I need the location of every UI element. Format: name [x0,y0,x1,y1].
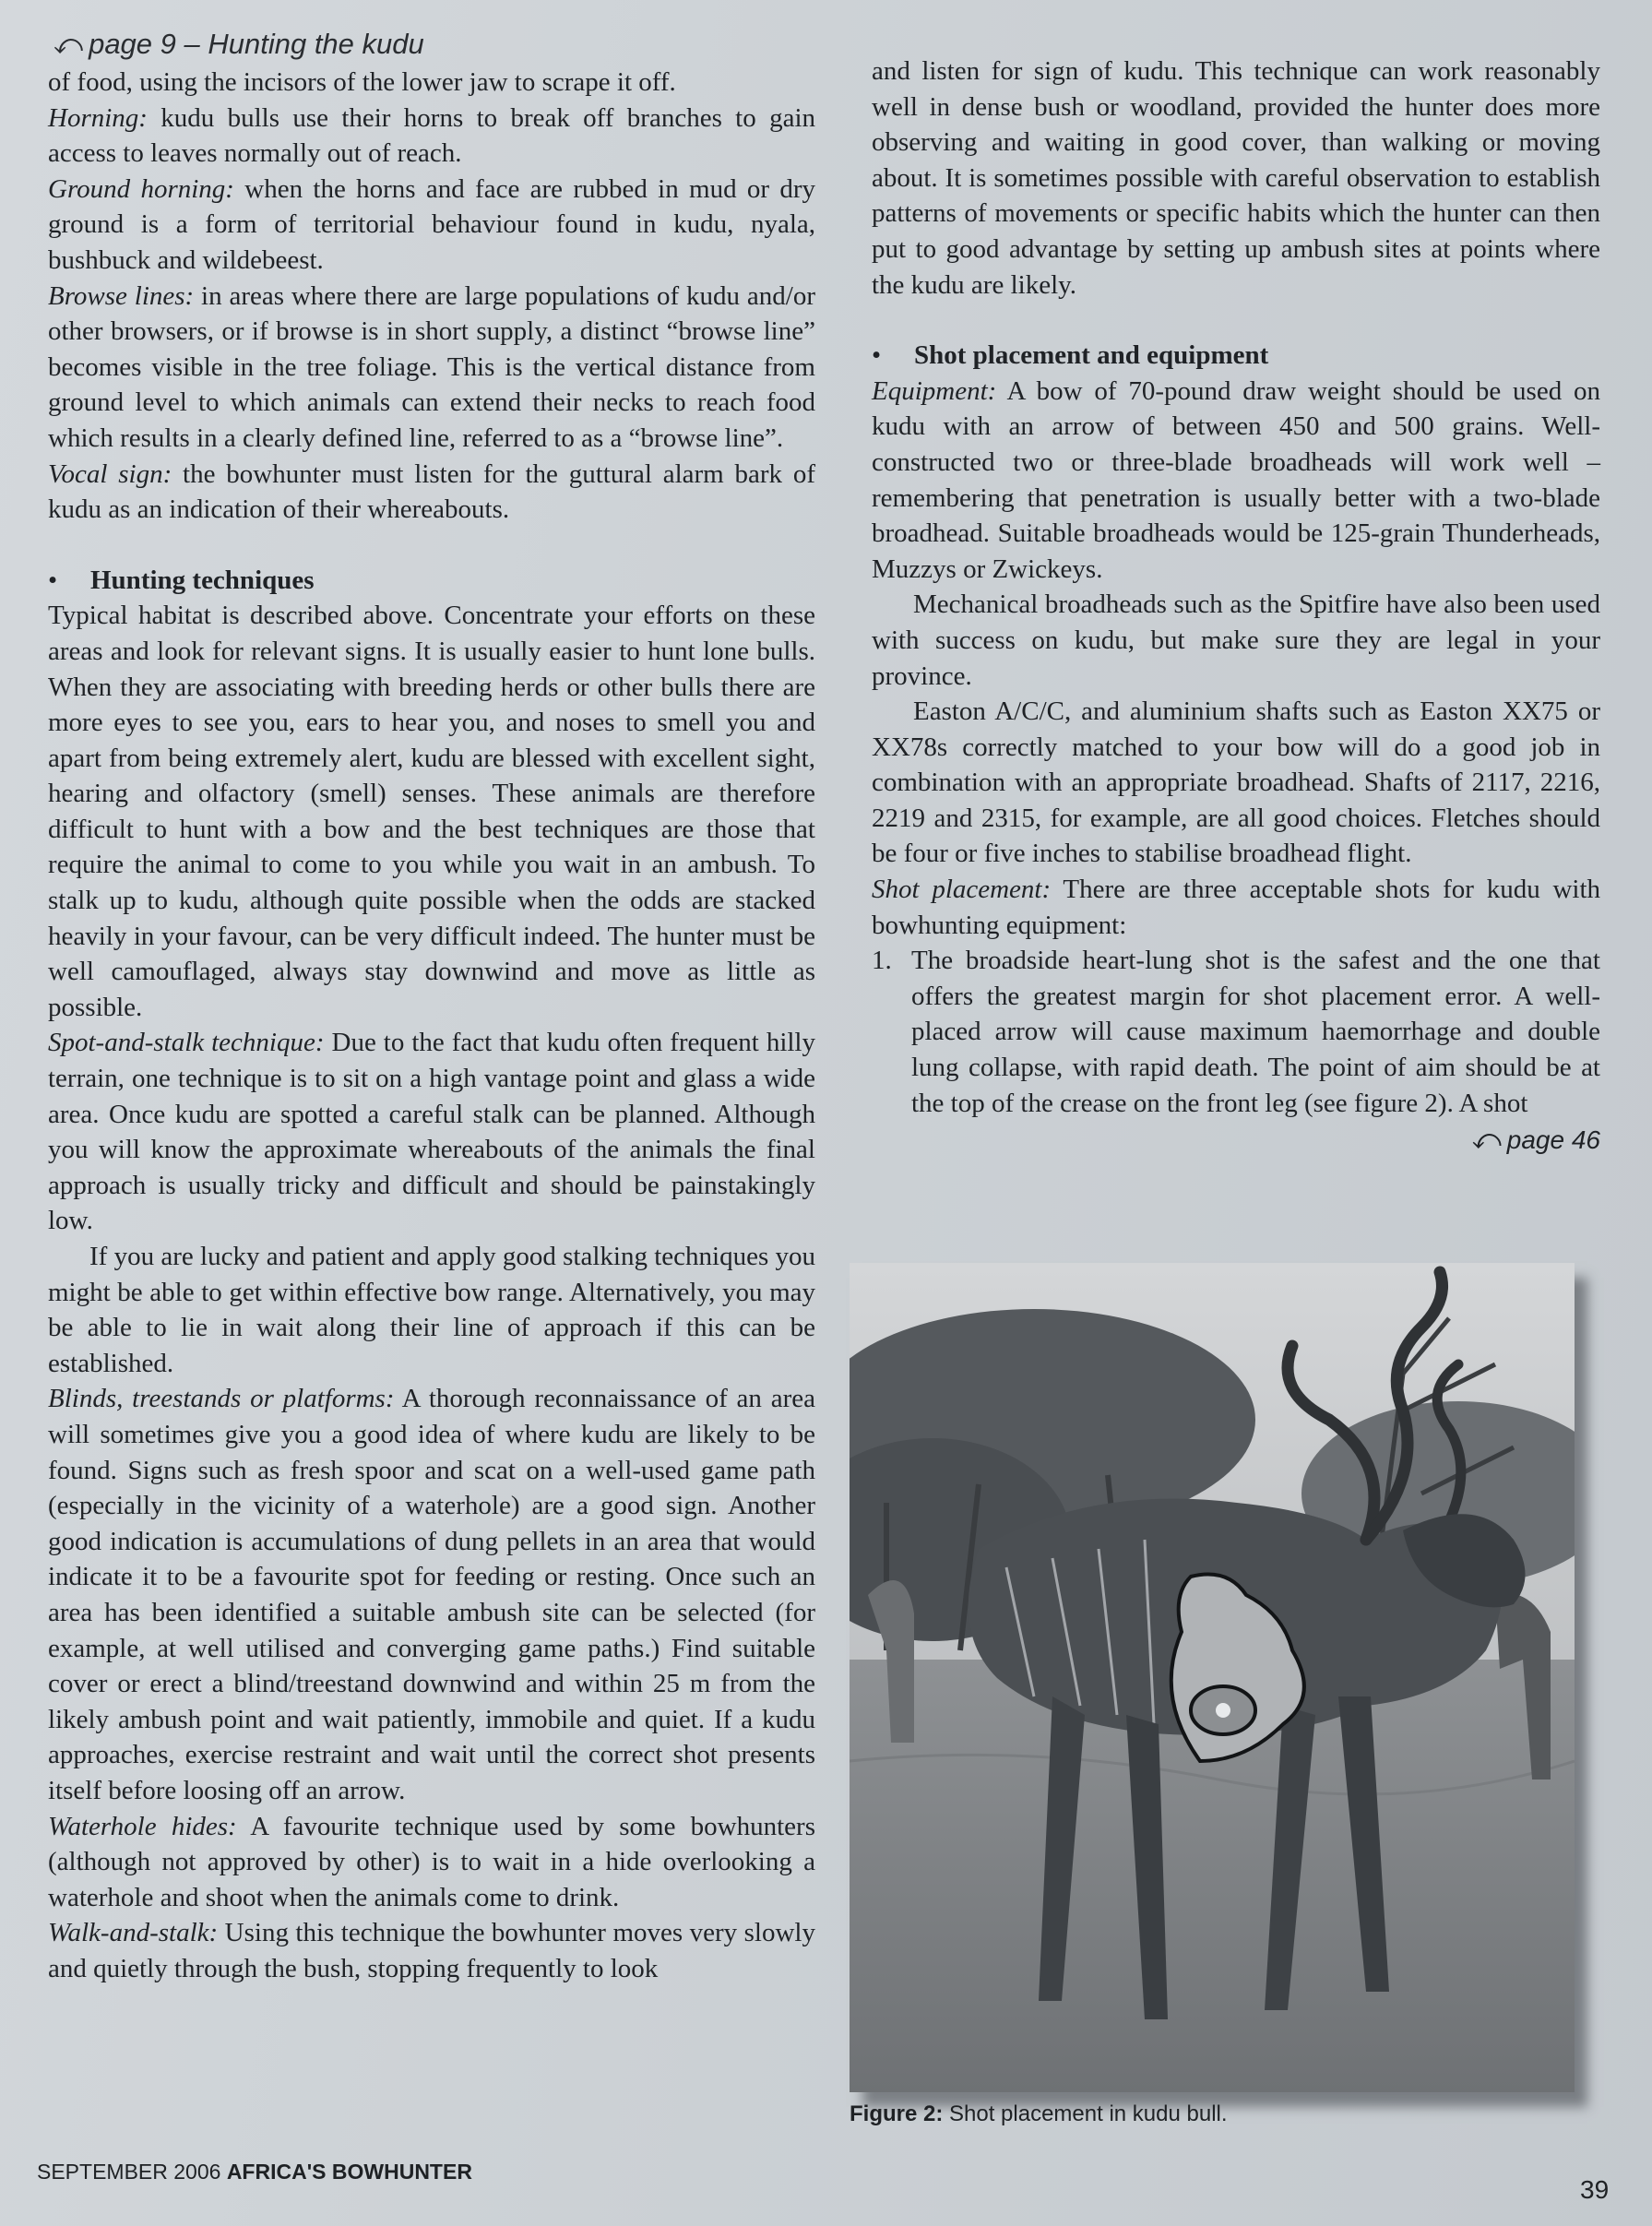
page-number: 39 [1580,2175,1610,2204]
continued-to-label: ⤺ page 46 [1471,1125,1600,1156]
right-column [872,54,1600,1159]
page-footer [37,2160,472,2184]
bullet-icon: • [872,340,882,371]
hunting-techniques-heading: • Hunting techniques [48,563,815,599]
bullet-icon: • [48,565,58,595]
blinds-paragraph: Blinds, treestands or platforms: A thorough reconnaissance of an area will sometimes give you a good idea of where kudu are likely to be found. Signs such as fresh spoor and scat on a well-used game path (especially in the vicinity of a waterhole) are a good sign. Another good indication is accumulations of dung pellets in an area that would indicate it to be a favourite spot for feeding or resting. Once such an area has been identified a suitable ambush site can be selected (for example, at well utilised and converging game paths.) Find suitable cover or erect a blind/treestand downwind and within 25 m from the likely ambush point and wait patiently, immobile and quiet. If a kudu approaches, exercise restraint and wait until the correct shot presents itself before loosing off an arrow. [48,1384,815,1805]
issue-date: SEPTEMBER 2006 [37,2160,227,2184]
walk-stalk-paragraph: Walk-and-stalk: Using this technique the bowhunter moves very slowly and quietly through the bush, stopping frequently to look [48,1918,815,1983]
shot-list [872,943,1600,1121]
equipment-paragraph: Equipment: A bow of 70-pound draw weight should be used on kudu with an arrow of between 450 and 500 grains. Well-constructed two or three-blade broadheads will work well – remembering that penetration is usually better with a two-blade broadhead. Suitable broadheads would be 125-grain Thunderheads, Muzzys or Zwickeys. [872,375,1600,584]
kudu-photo [850,1263,1575,2092]
waterhole-paragraph: Waterhole hides: A favourite technique used by some bowhunters (although not approved by other) is to wait in a hide overlooking a waterhole and shoot when the animals come to drink. [48,1811,815,1912]
spot-stalk-paragraph: Spot-and-stalk technique: Due to the fact that kudu often frequent hilly terrain, one technique is to sit on a high vantage point and glass a wide area. Once kudu are spotted a careful stalk can be planned. Although you will know the approximate whereabouts of the animals the final approach is usually tricky and difficult and should be painstakingly low. [48,1028,815,1236]
jump-arrow-icon: ⤺ [1471,1125,1502,1156]
figure-caption: Figure 2: Shot placement in kudu bull. [850,2101,1228,2126]
lucky-paragraph: If you are lucky and patient and apply good stalking techniques you might be able to get within effective bow range. Alternatively, you may be able to lie in wait along their line of approach if this can be established. [48,1242,815,1378]
kudu-illustration [850,1263,1575,2092]
horning-paragraph: Horning: kudu bulls use their horns to break off branches to gain access to leaves normally out of reach. [48,102,815,169]
ground-horning-paragraph: Ground horning: when the horns and face are rubbed in mud or dry ground is a form of territorial behaviour found in kudu, nyala, bushbuck and wildebeest. [48,173,816,275]
easton-paragraph: Easton A/C/C, and aluminium shafts such as Easton XX75 or XX78s correctly matched to your bow will do a good job in combination with an appropriate broadhead. Shafts of 2117, 2216, 2219 and 2315, for example, are all good choices. Fletches should be four or five inches to stabilise broadhead flight. [872,696,1600,869]
browse-lines-paragraph: Browse lines: in areas where there are large populations of kudu and/or other browsers, or if browse is in short supply, a distinct “browse line” becomes visible in the tree foliage. This is the vertical distance from ground level to which animals can extend their necks to reach food which results in a clearly defined line, referred to as a “browse line”. [48,280,815,453]
vocal-sign-paragraph: Vocal sign: the bowhunter must listen for the guttural alarm bark of kudu as an indication of their whereabouts. [48,458,815,525]
hunting-techniques-paragraph: Typical habitat is described above. Concentrate your efforts on these areas and look for relevant signs. It is usually easier to hunt lone bulls. When they are associating with breeding herds or other bulls there are more eyes to see you, ears to hear you, and noses to smell you and apart from being extremely alert, kudu are blessed with excellent sight, hearing and olfactory (smell) senses. These animals are therefore difficult to hunt with a bow and the best techniques are those that require the animal to come to you while you wait in an ambush. To stalk up to kudu, although quite possible when the odds are stacked heavily in your favour, can be very difficult indeed. The hunter must be well camouflaged, always stay downwind and move as little as possible. [48,601,815,1022]
left-column [48,65,815,1986]
intro-tail: of food, using the incisors of the lower jaw to scrape it off. [48,67,676,97]
shot-placement-heading: • Shot placement and equipment [872,338,1600,374]
shot-list-item: 1. The broadside heart-lung shot is the safest and the one that offers the greatest margin for shot placement error. A well-placed arrow will cause maximum haemorrhage and double lung collapse, with rapid death. The point of aim should be at the top of the crease on the front leg (see figure 2). A shot [872,946,1600,1118]
shot-placement-paragraph: Shot placement: There are three acceptable shots for kudu with bowhunting equipment: [872,875,1601,940]
walk-stalk-continued: and listen for sign of kudu. This technique can work reasonably well in dense bush or woodland, provided the hunter does more observing and waiting in good cover, than walking or moving about. It is sometimes possible with careful observation to establish patterns of movements or specific habits which the hunter can then put to good advantage by setting up ambush sites at points where the kudu are likely. [872,56,1600,300]
jump-arrow-icon: ⤺ [53,30,84,60]
continued-from-label: ⤺ page 9 – Hunting the kudu [53,28,424,60]
magazine-title: AFRICA'S BOWHUNTER [226,2160,472,2184]
mechanical-paragraph: Mechanical broadheads such as the Spitfire have also been used with success on kudu, but make sure they are legal in your province. [872,589,1600,691]
